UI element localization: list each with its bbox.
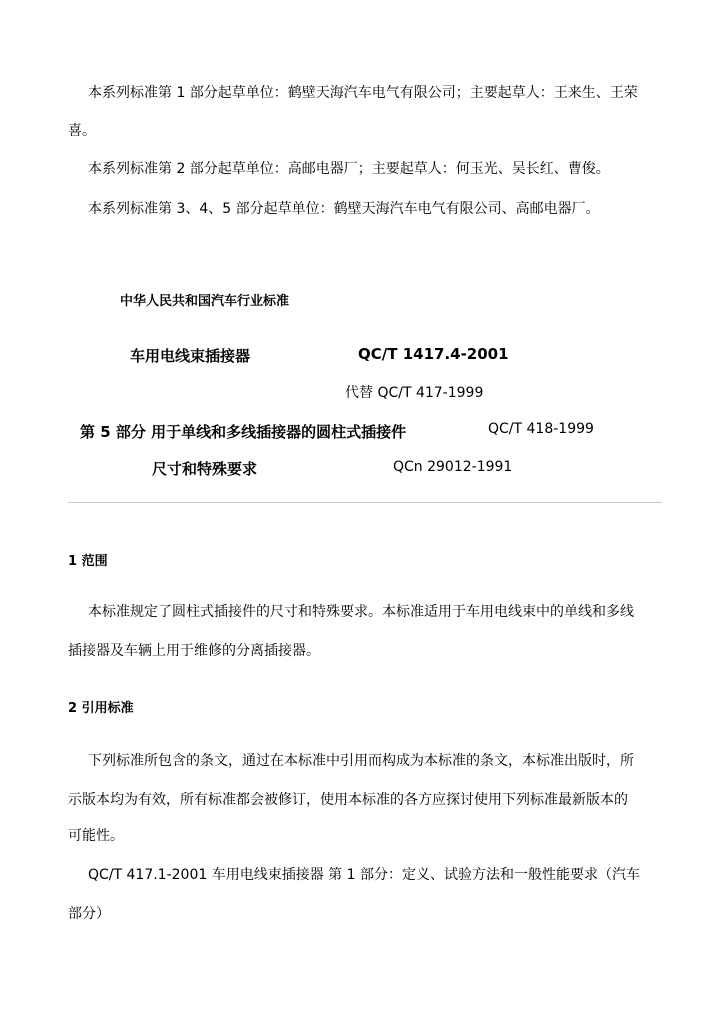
replaces-code: 代替 QC/T 417-1999	[345, 385, 484, 401]
replaced-code-2: QC/T 418-1999	[488, 421, 594, 437]
reference-1-line-2: 部分）	[68, 906, 110, 922]
preface-line-1-cont: 喜。	[68, 123, 96, 139]
reference-1-line-1: QC/T 417.1-2001 车用电线束插接器 第 1 部分：定义、试验方法和一般性能要求（汽车	[88, 867, 640, 883]
section-2-line-3: 可能性。	[68, 828, 124, 844]
section-1-heading: 1 范围	[68, 554, 108, 569]
section-2-heading: 2 引用标准	[68, 701, 134, 716]
header-divider	[68, 502, 662, 503]
document-subtitle: 尺寸和特殊要求	[152, 460, 258, 478]
standard-code: QC/T 1417.4-2001	[358, 345, 509, 363]
document-title: 车用电线束插接器	[130, 347, 251, 365]
preface-line-1: 本系列标准第 1 部分起草单位：鹤壁天海汽车电气有限公司；主要起草人：王来生、王荣	[88, 85, 638, 101]
org-name: 中华人民共和国汽车行业标准	[120, 294, 290, 309]
section-1-line-2: 插接器及车辆上用于维修的分离插接器。	[68, 643, 320, 659]
preface-line-2: 本系列标准第 2 部分起草单位：高邮电器厂；主要起草人：何玉光、吴长红、曹俊。	[88, 161, 610, 177]
section-2-line-2: 示版本均为有效，所有标准都会被修订，使用本标准的各方应探讨使用下列标准最新版本的	[68, 792, 628, 808]
preface-line-3: 本系列标准第 3、4、5 部分起草单位：鹤壁天海汽车电气有限公司、高邮电器厂。	[88, 201, 600, 217]
section-1-line-1: 本标准规定了圆柱式插接件的尺寸和特殊要求。本标准适用于车用电线束中的单线和多线	[88, 604, 634, 620]
replaced-code-3: QCn 29012-1991	[393, 459, 513, 475]
part-title: 第 5 部分 用于单线和多线插接器的圆柱式插接件	[80, 423, 407, 441]
section-2-line-1: 下列标准所包含的条文，通过在本标准中引用而构成为本标准的条文，本标准出版时，所	[88, 753, 634, 769]
